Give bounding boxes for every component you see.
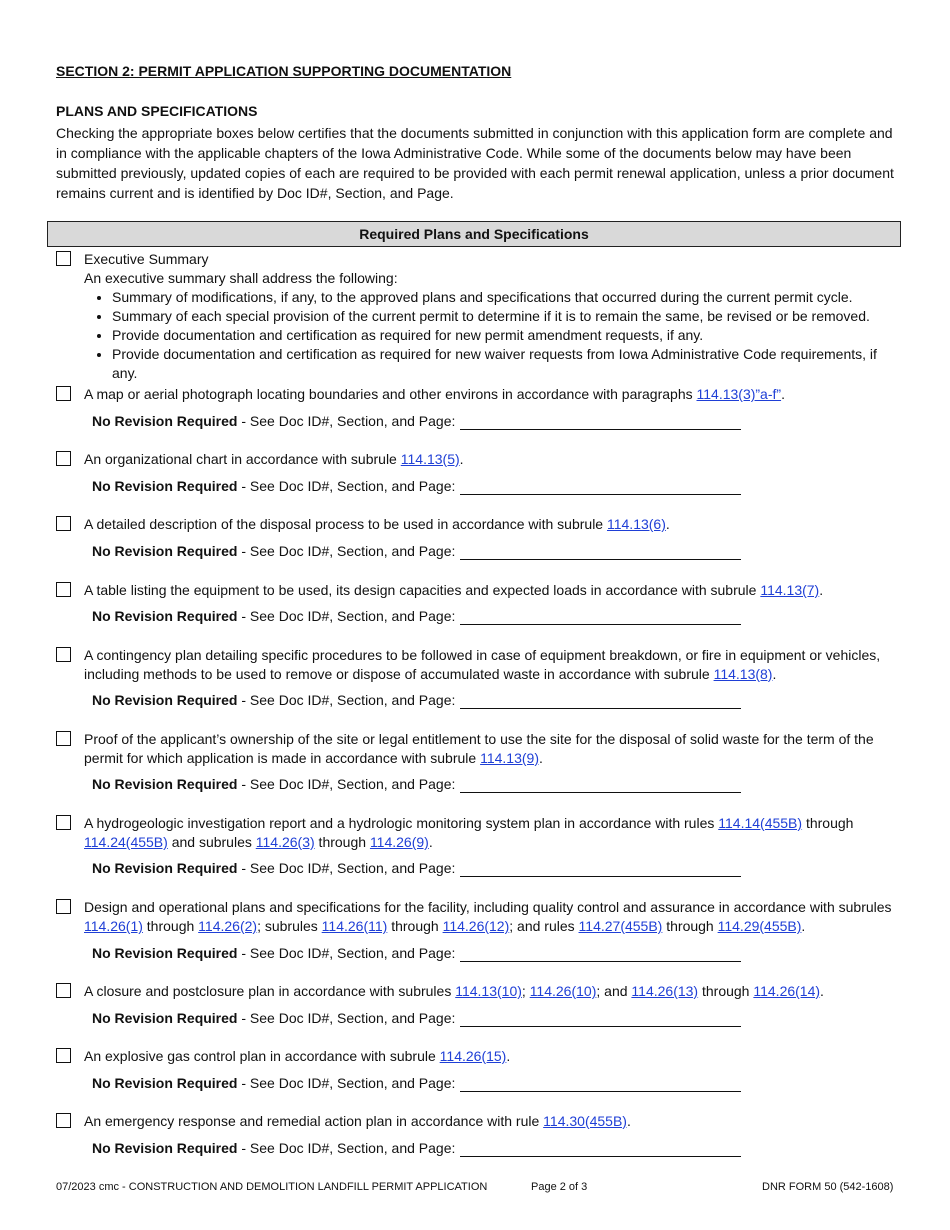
rule-link[interactable]: 114.26(1) [84,918,143,934]
executive-summary-lead: An executive summary shall address the following: [84,270,398,286]
no-revision-row: No Revision Required - See Doc ID#, Section, and Page: [92,691,752,710]
rule-link[interactable]: 114.26(13) [631,983,699,999]
disposal-process-checkbox[interactable] [56,516,71,531]
item-text: A map or aerial photograph locating boundaries and other environs in accordance with paragraphs 114.13(3)”a-f”. [84,386,785,402]
item-text: Proof of the applicant’s ownership of the site or legal entitlement to use the site for the disposal of solid waste for the term of the permit for which application is made in accordance with subrule 114.13(9). [84,731,874,766]
bullet-item: • Summary of each special provision of the current permit to determine if it is to remain the same, be revised or be removed. [112,307,906,326]
item-text: An emergency response and remedial action plan in accordance with rule 114.30(455B). [84,1113,631,1129]
rule-link[interactable]: 114.24(455B) [84,834,168,850]
no-revision-row: No Revision Required - See Doc ID#, Section, and Page: [92,775,752,794]
rule-link[interactable]: 114.13(10) [455,983,522,999]
plans-specs-heading: PLANS AND SPECIFICATIONS [56,103,258,119]
rule-link[interactable]: 114.13(3)”a-f” [696,386,782,402]
map-item [56,385,906,404]
explosive-gas-checkbox[interactable] [56,1048,71,1063]
site-ownership-checkbox[interactable] [56,731,71,746]
rule-link[interactable]: 114.26(2) [198,918,258,934]
item-text: A hydrogeologic investigation report and a hydrologic monitoring system plan in accordance with rules 114.14(455B) through 114.24(455B) and subrules 114.26(3) through 114.26(9). [84,815,854,850]
executive-summary-checkbox[interactable] [56,251,71,266]
bullet-item: • Provide documentation and certification as required for new permit amendment requests, if any. [112,326,906,345]
doc-id-input-line[interactable] [460,624,741,625]
executive-summary-item [56,250,906,383]
doc-id-input-line[interactable] [460,708,741,709]
item-text: A closure and postclosure plan in accordance with subrules 114.13(10); 114.26(10); and 114.26(13) through 114.26(14). [84,983,824,999]
design-operational-checkbox[interactable] [56,899,71,914]
hydrogeologic-checkbox[interactable] [56,815,71,830]
doc-id-input-line[interactable] [460,961,741,962]
disposal-process-item [56,515,906,534]
emergency-response-checkbox[interactable] [56,1113,71,1128]
rule-link[interactable]: 114.14(455B) [718,815,803,831]
rule-link[interactable]: 114.26(3) [255,834,315,850]
no-revision-row: No Revision Required - See Doc ID#, Section, and Page: [92,944,752,963]
item-text: A table listing the equipment to be used, its design capacities and expected loads in accordance with subrule 114.13(7). [84,582,824,598]
footer-form-title: 07/2023 cmc - CONSTRUCTION AND DEMOLITION LANDFILL PERMIT APPLICATION [56,1181,488,1193]
map-checkbox[interactable] [56,386,71,401]
item-text: A detailed description of the disposal process to be used in accordance with subrule 114.13(6). [84,516,670,532]
rule-link[interactable]: 114.26(9) [369,834,429,850]
no-revision-row: No Revision Required - See Doc ID#, Section, and Page: [92,477,752,496]
rule-link[interactable]: 114.26(11) [321,918,388,934]
rule-link[interactable]: 114.30(455B) [543,1113,627,1129]
doc-id-input-line[interactable] [460,1026,741,1027]
no-revision-row: No Revision Required - See Doc ID#, Section, and Page: [92,607,752,626]
rule-link[interactable]: 114.13(7) [760,582,820,598]
doc-id-input-line[interactable] [460,1091,741,1092]
rule-link[interactable]: 114.26(14) [753,983,821,999]
no-revision-row: No Revision Required - See Doc ID#, Section, and Page: [92,859,752,878]
no-revision-row: No Revision Required - See Doc ID#, Section, and Page: [92,1074,752,1093]
executive-summary-bullets [56,288,906,383]
emergency-response-item [56,1112,906,1131]
rule-link[interactable]: 114.26(15) [439,1048,507,1064]
rule-link[interactable]: 114.13(8) [713,666,773,682]
doc-id-input-line[interactable] [460,876,741,877]
org-chart-item [56,450,906,469]
section-title: SECTION 2: PERMIT APPLICATION SUPPORTING DOCUMENTATION [56,63,512,79]
item-text: An explosive gas control plan in accordance with subrule 114.26(15). [84,1048,511,1064]
contingency-plan-checkbox[interactable] [56,647,71,662]
doc-id-input-line[interactable] [460,429,741,430]
site-ownership-item [56,730,906,768]
bullet-item: • Provide documentation and certification as required for new waiver requests from Iowa Administrative Code requirements, if any. [112,345,906,383]
rule-link[interactable]: 114.13(6) [606,516,666,532]
design-operational-item [56,898,906,936]
executive-summary-title: Executive Summary [84,251,209,267]
contingency-plan-item [56,646,906,684]
rule-link[interactable]: 114.29(455B) [717,918,802,934]
item-text: Design and operational plans and specifications for the facility, including quality control and assurance in accordance with subrules 114.26(1) through 114.26(2); subrules 114.26(11) through 114.26(12); and rules 114.27(455B) through 114.29(455B). [84,899,892,934]
rule-link[interactable]: 114.27(455B) [578,918,663,934]
rule-link[interactable]: 114.26(12) [442,918,510,934]
doc-id-input-line[interactable] [460,494,741,495]
hydrogeologic-item [56,814,906,852]
item-text: An organizational chart in accordance with subrule 114.13(5). [84,451,464,467]
intro-paragraph: Checking the appropriate boxes below certifies that the documents submitted in conjunction with this application form are complete and in compliance with the applicable chapters of the Iowa Administrative Code. While some of the documents below may have been submitted previously, updated copies of each are required to be provided with each permit renewal application, unless a prior document remains current and is identified by Doc ID#, Section, and Page. [56,125,894,201]
no-revision-row: No Revision Required - See Doc ID#, Section, and Page: [92,1139,752,1158]
doc-id-input-line[interactable] [460,792,741,793]
explosive-gas-item [56,1047,906,1066]
closure-plan-item [56,982,906,1001]
no-revision-row: No Revision Required - See Doc ID#, Section, and Page: [92,412,752,431]
closure-plan-checkbox[interactable] [56,983,71,998]
org-chart-checkbox[interactable] [56,451,71,466]
item-text: A contingency plan detailing specific procedures to be followed in case of equipment breakdown, or fire in equipment or vehicles, including methods to be used to remove or dispose of accumulated waste in accordance with subrule 114.13(8). [84,647,881,682]
rule-link[interactable]: 114.13(5) [400,451,460,467]
equipment-table-checkbox[interactable] [56,582,71,597]
footer-form-number: DNR FORM 50 (542-1608) [762,1181,894,1193]
footer-page-number: Page 2 of 3 [531,1181,588,1193]
doc-id-input-line[interactable] [460,559,741,560]
bullet-item: • Summary of modifications, if any, to the approved plans and specifications that occurred during the current permit cycle. [112,288,906,307]
rule-link[interactable]: 114.26(10) [529,983,597,999]
table-header: Required Plans and Specifications [47,221,901,247]
doc-id-input-line[interactable] [460,1156,741,1157]
no-revision-row: No Revision Required - See Doc ID#, Section, and Page: [92,1009,752,1028]
equipment-table-item [56,581,906,600]
rule-link[interactable]: 114.13(9) [480,750,539,766]
no-revision-row: No Revision Required - See Doc ID#, Section, and Page: [92,542,752,561]
